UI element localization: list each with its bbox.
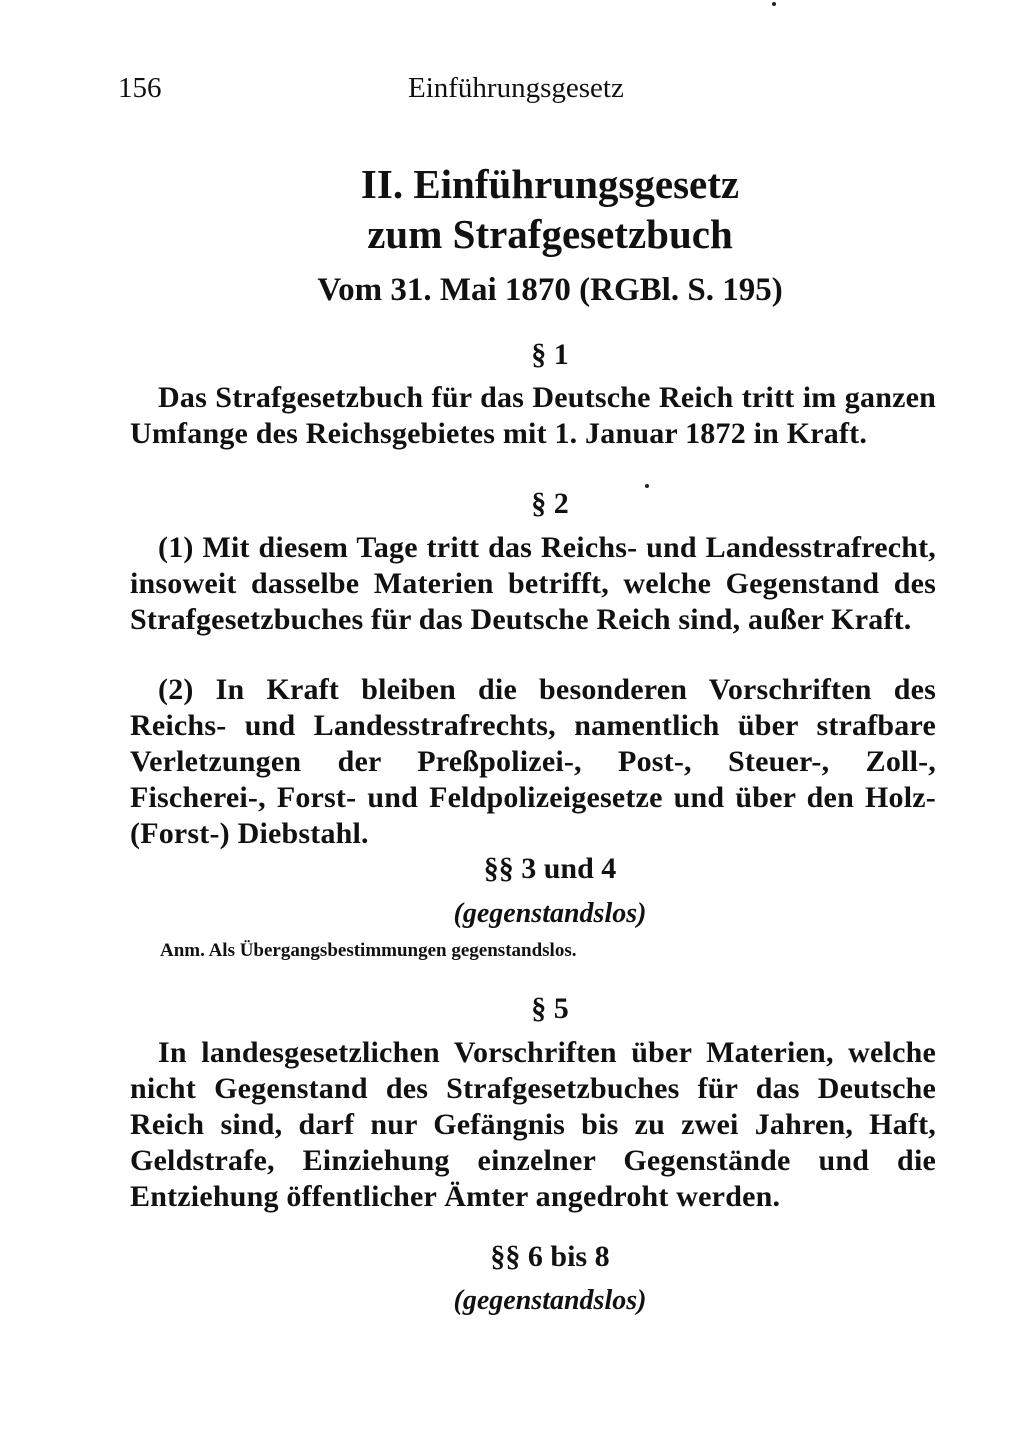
section-3-4-annotation: Anm. Als Übergangsbestimmungen gegenstandslos. — [160, 940, 577, 961]
section-2-paragraph-1-body: (1) Mit diesem Tage tritt das Reichs- und Landesstrafrecht, insoweit dasselbe Materien betrifft, welche Gegenstand des Strafgesetzbuches für das Deutsche Reich sind, außer Kraft. — [130, 531, 936, 636]
document-title-line-1: II. Einführungsgesetz — [360, 161, 740, 207]
section-1-text — [130, 380, 936, 452]
section-1-body: Das Strafgesetzbuch für das Deutsche Reich tritt im ganzen Umfange des Reichsgebietes mit 1. Januar 1872 in Kraft. — [130, 381, 936, 450]
section-2-paragraph-2-body: (2) In Kraft bleiben die besonderen Vorschriften des Reichs- und Landesstrafrechts, namentlich über strafbare Verletzungen der Preßpolizei-, Post-, Steuer-, Zoll-, Fischerei-, Forst- und Feldpolizeigesetze und über den Holz-(Forst-) Diebstahl. — [130, 673, 936, 850]
document-title-line-2: zum Strafgesetzbuch — [367, 211, 733, 257]
section-2-heading: § 2 — [531, 487, 569, 520]
section-3-4-note: (gegenstandslos) — [453, 898, 647, 929]
section-5-body: In landesgesetzlichen Vorschriften über Materien, welche nicht Gegenstand des Strafgesetzbuches für das Deutsche Reich sind, darf nur Gefängnis bis zu zwei Jahren, Haft, Geldstrafe, Einziehung einzelner Gegenstände und die Entziehung öffentlicher Ämter angedroht werden. — [130, 1036, 936, 1213]
document-date: Vom 31. Mai 1870 (RGBl. S. 195) — [317, 272, 783, 308]
section-1-heading: § 1 — [531, 338, 569, 371]
section-5-heading: § 5 — [531, 992, 569, 1025]
section-6-8-heading: §§ 6 bis 8 — [490, 1240, 610, 1273]
section-2-paragraph-1 — [130, 530, 936, 638]
page-number: 156 — [118, 72, 162, 104]
print-speck — [772, 2, 776, 6]
page-header — [118, 72, 938, 112]
section-3-4-heading: §§ 3 und 4 — [483, 852, 617, 885]
section-2-paragraph-2 — [130, 672, 936, 852]
section-6-8-note: (gegenstandslos) — [453, 1285, 647, 1316]
print-speck — [645, 484, 649, 488]
section-5-text — [130, 1035, 936, 1215]
running-head: Einführungsgesetz — [408, 72, 624, 104]
